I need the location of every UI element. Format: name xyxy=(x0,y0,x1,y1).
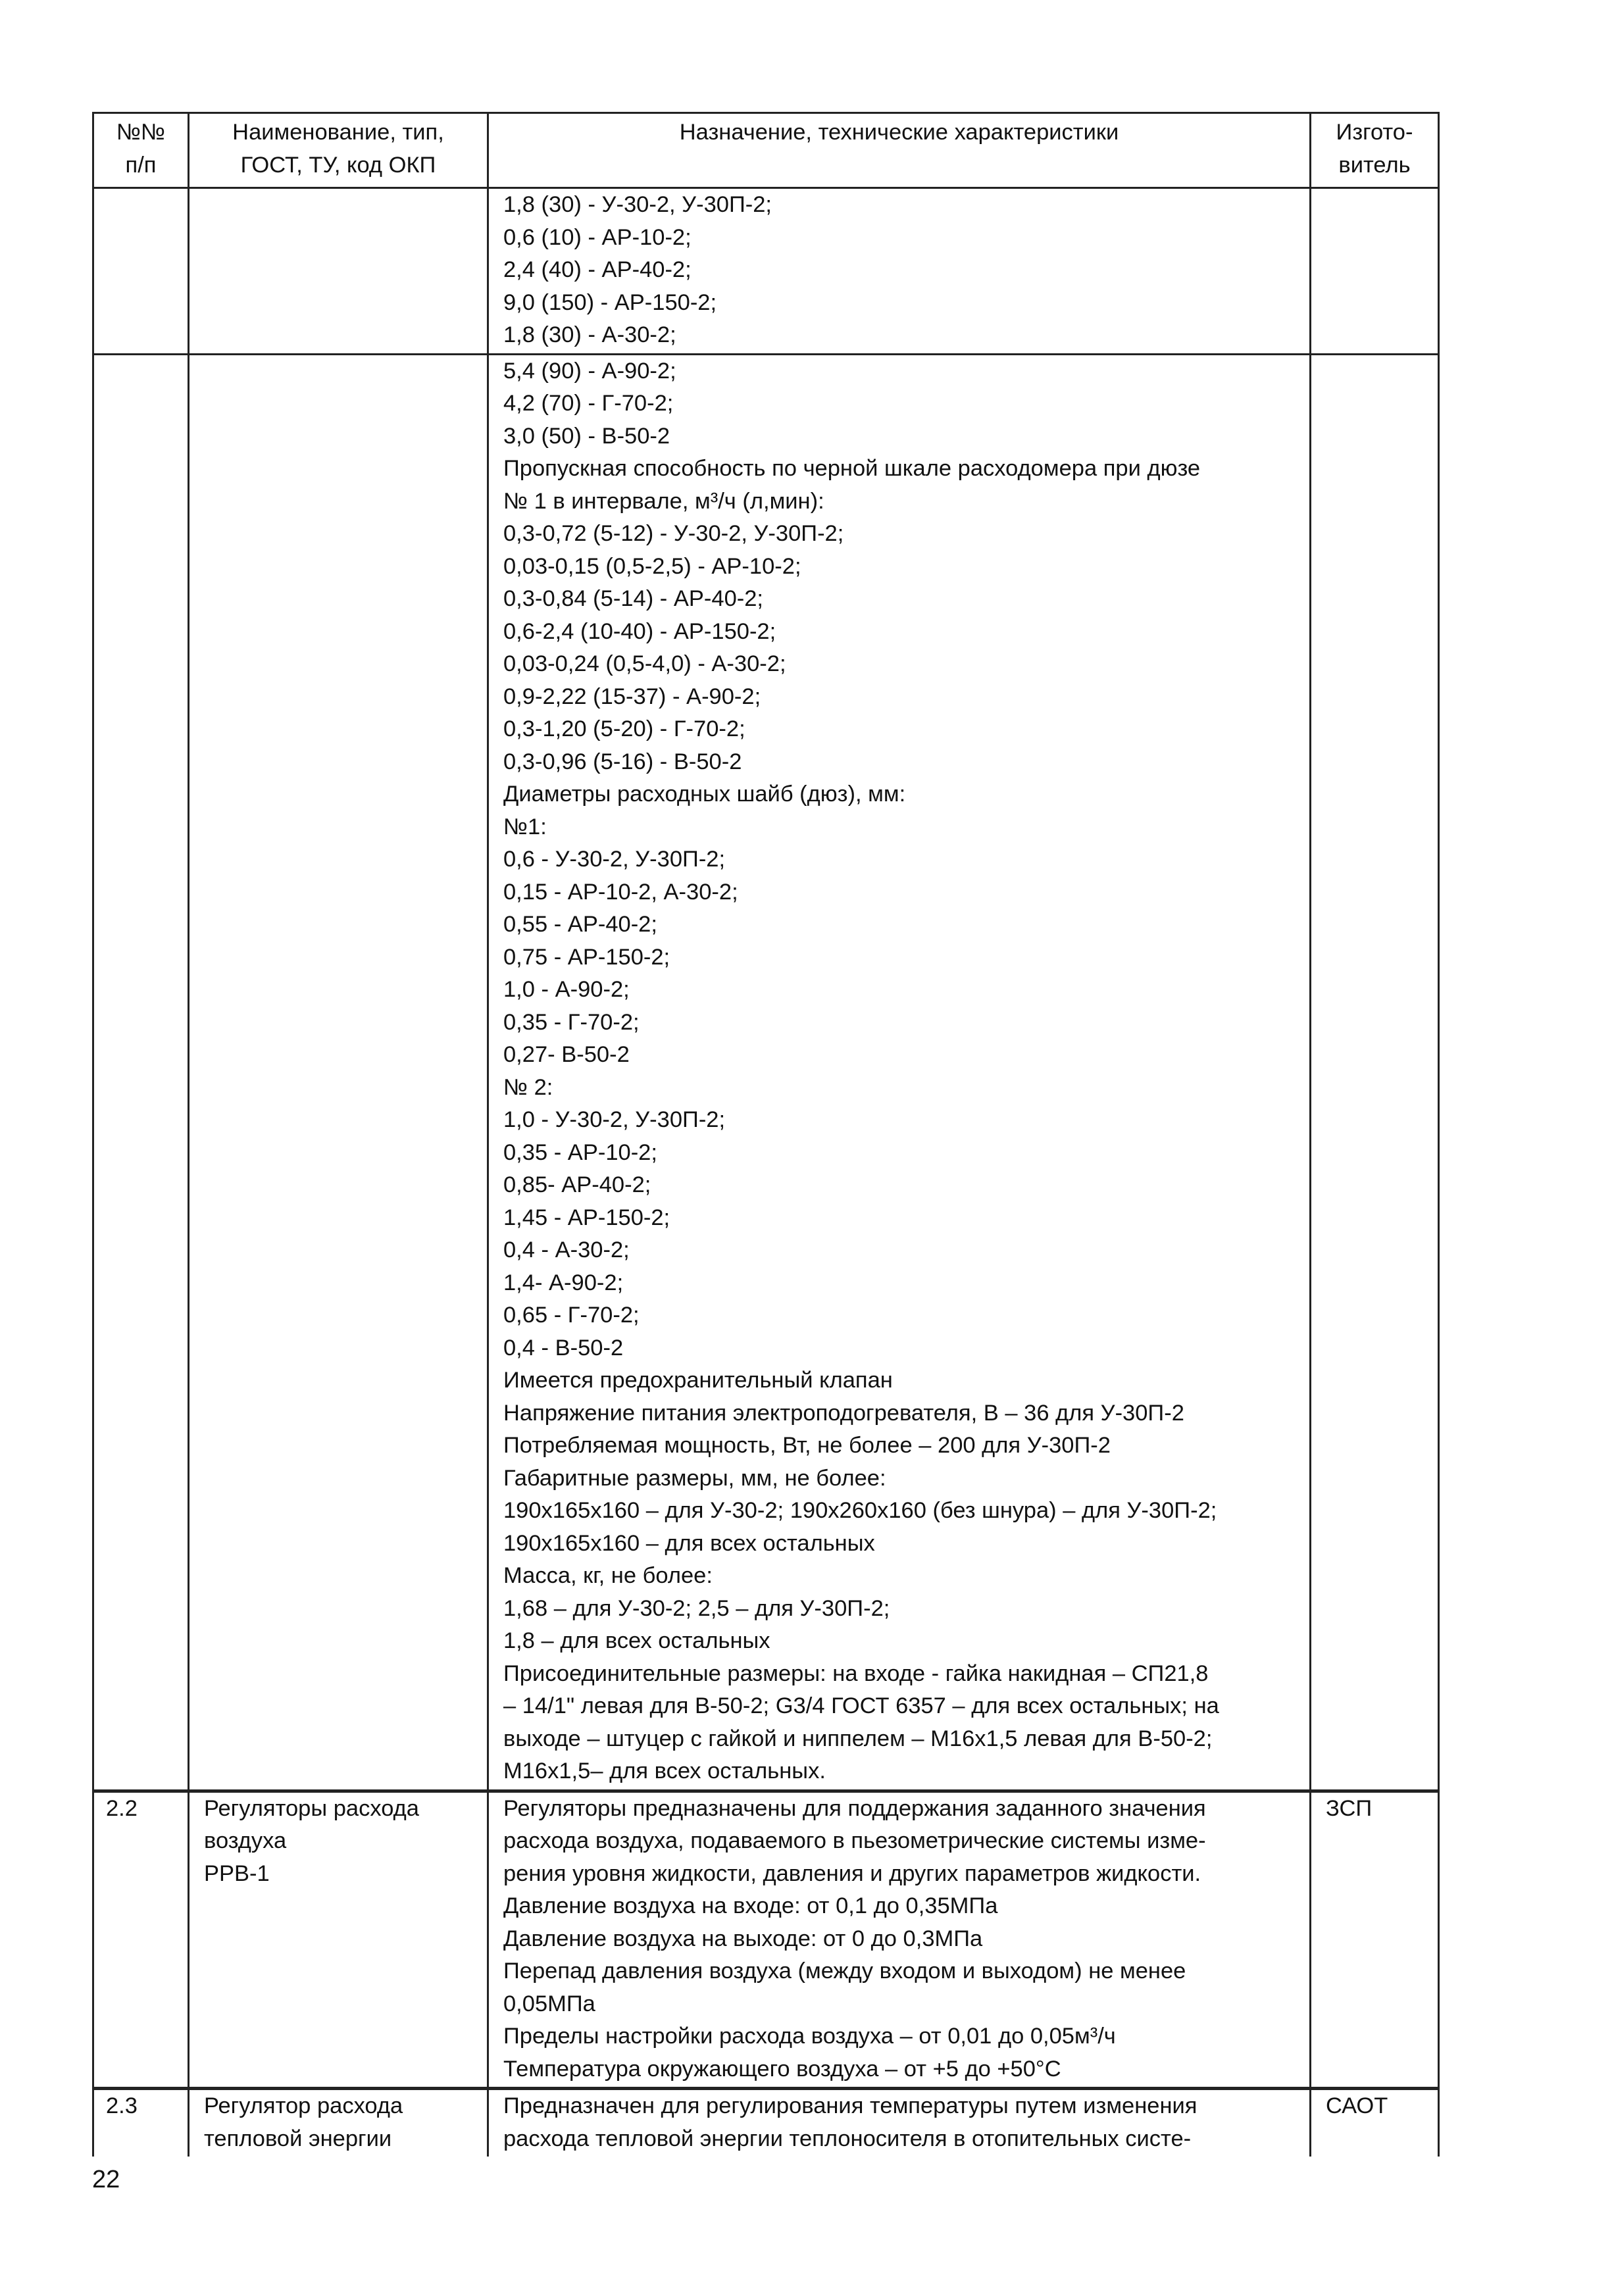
cell-line: 0,15 - АР-10-2, А-30-2; xyxy=(503,879,738,905)
row-name xyxy=(189,1791,488,2089)
cell-line: Регулятор расхода xyxy=(204,2093,403,2118)
cell-line: 0,3-1,20 (5-20) - Г-70-2; xyxy=(503,716,745,741)
row-num xyxy=(93,354,189,1791)
cell-line: 0,03-0,24 (0,5-4,0) - А-30-2; xyxy=(503,651,786,676)
cell-line: 0,6 - У-30-2, У-30П-2; xyxy=(503,847,726,872)
header-line: №№ xyxy=(116,120,166,145)
cell-line: 1,45 - АР-150-2; xyxy=(503,1205,670,1230)
cell-line: Габаритные размеры, мм, не более: xyxy=(503,1465,886,1491)
cell-line: 1,8 (30) - А-30-2; xyxy=(503,322,676,347)
cell-line: 0,05МПа xyxy=(503,1991,595,2016)
cell-line: 0,35 - АР-10-2; xyxy=(503,1139,657,1165)
row-purpose xyxy=(488,188,1311,355)
cell-line: 1,8 (30) - У-30-2, У-30П-2; xyxy=(503,192,772,217)
table-row xyxy=(93,1791,1439,2089)
cell-line: воздуха xyxy=(204,1828,287,1853)
cell-line: Давление воздуха на выходе: от 0 до 0,3МПа xyxy=(503,1926,983,1951)
cell-line: 1,4- А-90-2; xyxy=(503,1270,624,1295)
cell-line: – 14/1" левая для В-50-2; G3/4 ГОСТ 6357 – для всех остальных; на xyxy=(503,1693,1219,1718)
header-line: Изгото- xyxy=(1336,120,1413,145)
cell-line: Диаметры расходных шайб (дюз), мм: xyxy=(503,782,906,807)
row-maker xyxy=(1311,188,1439,355)
cell-line: 9,0 (150) - АР-150-2; xyxy=(503,289,717,315)
specification-table xyxy=(92,112,1440,2157)
table-row xyxy=(93,354,1439,1791)
row-purpose xyxy=(488,1791,1311,2089)
cell-line: М16x1,5– для всех остальных. xyxy=(503,1759,826,1784)
cell-line: Имеется предохранительный клапан xyxy=(503,1368,893,1393)
header-name xyxy=(189,113,488,188)
row-purpose xyxy=(488,2089,1311,2157)
cell-line: Пределы настройки расхода воздуха – от 0,01 до 0,05м³/ч xyxy=(503,2024,1116,2049)
cell-line: №1: xyxy=(503,814,547,839)
header-purpose xyxy=(488,113,1311,188)
page-number: 22 xyxy=(92,2166,120,2193)
cell-line: 0,03-0,15 (0,5-2,5) - АР-10-2; xyxy=(503,553,801,579)
cell-line: расхода тепловой энергии теплоносителя в отопительных систе- xyxy=(503,2126,1192,2151)
cell-line: Масса, кг, не более: xyxy=(503,1563,713,1588)
cell-line: 1,68 – для У-30-2; 2,5 – для У-30П-2; xyxy=(503,1595,890,1621)
cell-line: Регуляторы расхода xyxy=(204,1795,419,1821)
cell-line: 190x165x160 – для У-30-2; 190x260x160 (без шнура) – для У-30П-2; xyxy=(503,1498,1217,1523)
table-row xyxy=(93,188,1439,355)
cell-line: 0,4 - А-30-2; xyxy=(503,1237,630,1262)
cell-line: тепловой энергии xyxy=(204,2126,392,2151)
row-maker: САОТ xyxy=(1311,2089,1439,2157)
cell-line: 0,6 (10) - АР-10-2; xyxy=(503,224,692,250)
table-header-row xyxy=(93,113,1439,188)
cell-line: 0,4 - В-50-2 xyxy=(503,1335,624,1360)
cell-line: 190x165x160 – для всех остальных xyxy=(503,1530,875,1556)
row-num: 2.3 xyxy=(93,2089,189,2157)
table-row xyxy=(93,2089,1439,2157)
row-num xyxy=(93,188,189,355)
row-num: 2.2 xyxy=(93,1791,189,2089)
cell-line: 0,3-0,84 (5-14) - АР-40-2; xyxy=(503,586,764,611)
cell-line: 1,0 - А-90-2; xyxy=(503,977,630,1002)
cell-line: 0,27- В-50-2 xyxy=(503,1042,630,1067)
cell-line: 5,4 (90) - А-90-2; xyxy=(503,358,676,384)
cell-line: выходе – штуцер с гайкой и ниппелем – М16x1,5 левая для В-50-2; xyxy=(503,1726,1213,1751)
cell-line: 0,9-2,22 (15-37) - А-90-2; xyxy=(503,684,761,709)
cell-line: 0,75 - АР-150-2; xyxy=(503,944,670,970)
row-name xyxy=(189,188,488,355)
header-num xyxy=(93,113,189,188)
row-name xyxy=(189,354,488,1791)
cell-line: РРВ-1 xyxy=(204,1860,270,1886)
cell-line: 0,6-2,4 (10-40) - АР-150-2; xyxy=(503,618,776,644)
cell-line: Пропускная способность по черной шкале расходомера при дюзе xyxy=(503,456,1201,481)
header-line: ГОСТ, ТУ, код ОКП xyxy=(240,152,436,178)
cell-line: 2,4 (40) - АР-40-2; xyxy=(503,257,692,282)
cell-line: Регуляторы предназначены для поддержания заданного значения xyxy=(503,1795,1206,1821)
cell-line: 0,65 - Г-70-2; xyxy=(503,1303,640,1328)
cell-line: Температура окружающего воздуха – от +5 до +50°С xyxy=(503,2056,1061,2082)
cell-line: № 1 в интервале, м³/ч (л,мин): xyxy=(503,488,824,514)
cell-line: Давление воздуха на входе: от 0,1 до 0,35МПа xyxy=(503,1893,998,1918)
cell-line: расхода воздуха, подаваемого в пьезометрические системы изме- xyxy=(503,1828,1206,1853)
cell-line: Присоединительные размеры: на входе - гайка накидная – СП21,8 xyxy=(503,1660,1209,1686)
cell-line: 0,3-0,96 (5-16) - В-50-2 xyxy=(503,749,742,774)
row-maker xyxy=(1311,354,1439,1791)
cell-line: 1,8 – для всех остальных xyxy=(503,1628,770,1653)
header-line: Наименование, тип, xyxy=(232,120,444,145)
header-line: п/п xyxy=(125,152,157,178)
cell-line: 0,85- АР-40-2; xyxy=(503,1172,651,1197)
row-maker: ЗСП xyxy=(1311,1791,1439,2089)
cell-line: 0,35 - Г-70-2; xyxy=(503,1009,640,1035)
row-purpose xyxy=(488,354,1311,1791)
cell-line: 0,55 - АР-40-2; xyxy=(503,912,657,937)
row-name xyxy=(189,2089,488,2157)
cell-line: 0,3-0,72 (5-12) - У-30-2, У-30П-2; xyxy=(503,521,844,546)
cell-line: 3,0 (50) - В-50-2 xyxy=(503,423,670,449)
cell-line: Напряжение питания электроподогревателя, В – 36 для У-30П-2 xyxy=(503,1400,1184,1426)
cell-line: № 2: xyxy=(503,1074,553,1100)
header-maker xyxy=(1311,113,1439,188)
cell-line: Предназначен для регулирования температуры путем изменения xyxy=(503,2093,1197,2118)
cell-line: Потребляемая мощность, Вт, не более – 200 для У-30П-2 xyxy=(503,1433,1111,1458)
header-line: витель xyxy=(1338,152,1411,178)
cell-line: рения уровня жидкости, давления и других параметров жидкости. xyxy=(503,1860,1201,1886)
header-line: Назначение, технические характеристики xyxy=(679,120,1119,145)
cell-line: 4,2 (70) - Г-70-2; xyxy=(503,391,674,416)
cell-line: Перепад давления воздуха (между входом и выходом) не менее xyxy=(503,1959,1186,1984)
cell-line: 1,0 - У-30-2, У-30П-2; xyxy=(503,1107,726,1132)
